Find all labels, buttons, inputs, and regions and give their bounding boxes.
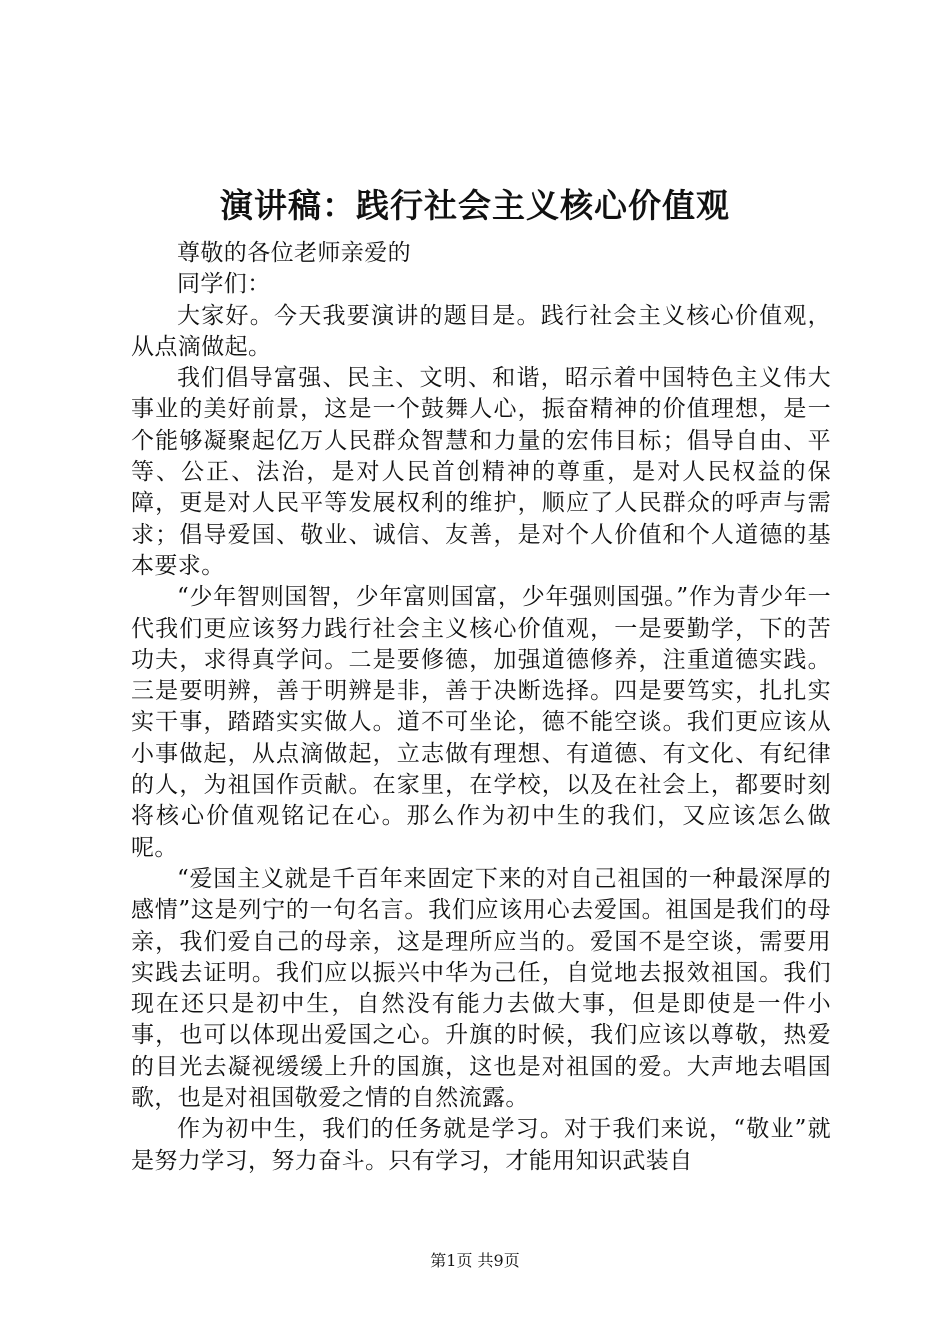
salutation-line-2: 同学们： <box>177 271 271 298</box>
paragraph: “爱国主义就是千百年来固定下来的对自己祖国的一种最深厚的感情”这是列宁的一句名言。我们应该用心去爱国。祖国是我们的母亲，我们爱自己的母亲，这是理所应当的。爱国不是空谈，需要用实践去证明。我们应以振兴中华为己任，自觉地去报效祖国。我们现在还只是初中生，自然没有能力去做大事，但是即使是一件小事，也可以体现出爱国之心。升旗的时候，我们应该以尊敬，热爱的目光去凝视缓缓上升的国旗，这也是对祖国的爱。大声地去唱国歌，也是对祖国敬爱之情的自然流露。 <box>131 865 831 1112</box>
paragraph: 作为初中生，我们的任务就是学习。对于我们来说，“敬业”就是努力学习，努力奋斗。只有学习，才能用知识武装自 <box>131 1116 831 1174</box>
page-number-footer: 第1页 共9页 <box>430 1251 520 1270</box>
paragraph: 我们倡导富强、民主、文明、和谐，昭示着中国特色主义伟大事业的美好前景，这是一个鼓舞人心，振奋精神的价值理想，是一个能够凝聚起亿万人民群众智慧和力量的宏伟目标；倡导自由、平等、公正、法治，是对人民首创精神的尊重，是对人民权益的保障，更是对人民平等发展权利的维护，顺应了人民群众的呼声与需求；倡导爱国、敬业、诚信、友善，是对个人价值和个人道德的基本要求。 <box>131 365 831 579</box>
paragraph: “少年智则国智，少年富则国富，少年强则国强。”作为青少年一代我们更应该努力践行社会主义核心价值观，一是要勤学，下的苦功夫，求得真学问。二是要修德，加强道德修养，注重道德实践。三是要明辨，善于明辨是非，善于决断选择。四是要笃实，扎扎实实干事，踏踏实实做人。道不可坐论，德不能空谈。我们更应该从小事做起，从点滴做起，立志做有理想、有道德、有文化、有纪律的人，为祖国作贡献。在家里，在学校，以及在社会上，都要时刻将核心价值观铭记在心。那么作为初中生的我们，又应该怎么做呢。 <box>131 584 831 861</box>
document-body <box>131 238 831 1177</box>
paragraph: 大家好。今天我要演讲的题目是。践行社会主义核心价值观，从点滴做起。 <box>131 302 831 360</box>
salutation-line-1: 尊敬的各位老师亲爱的 <box>177 240 411 266</box>
document-title: 演讲稿：践行社会主义核心价值观 <box>220 186 730 225</box>
